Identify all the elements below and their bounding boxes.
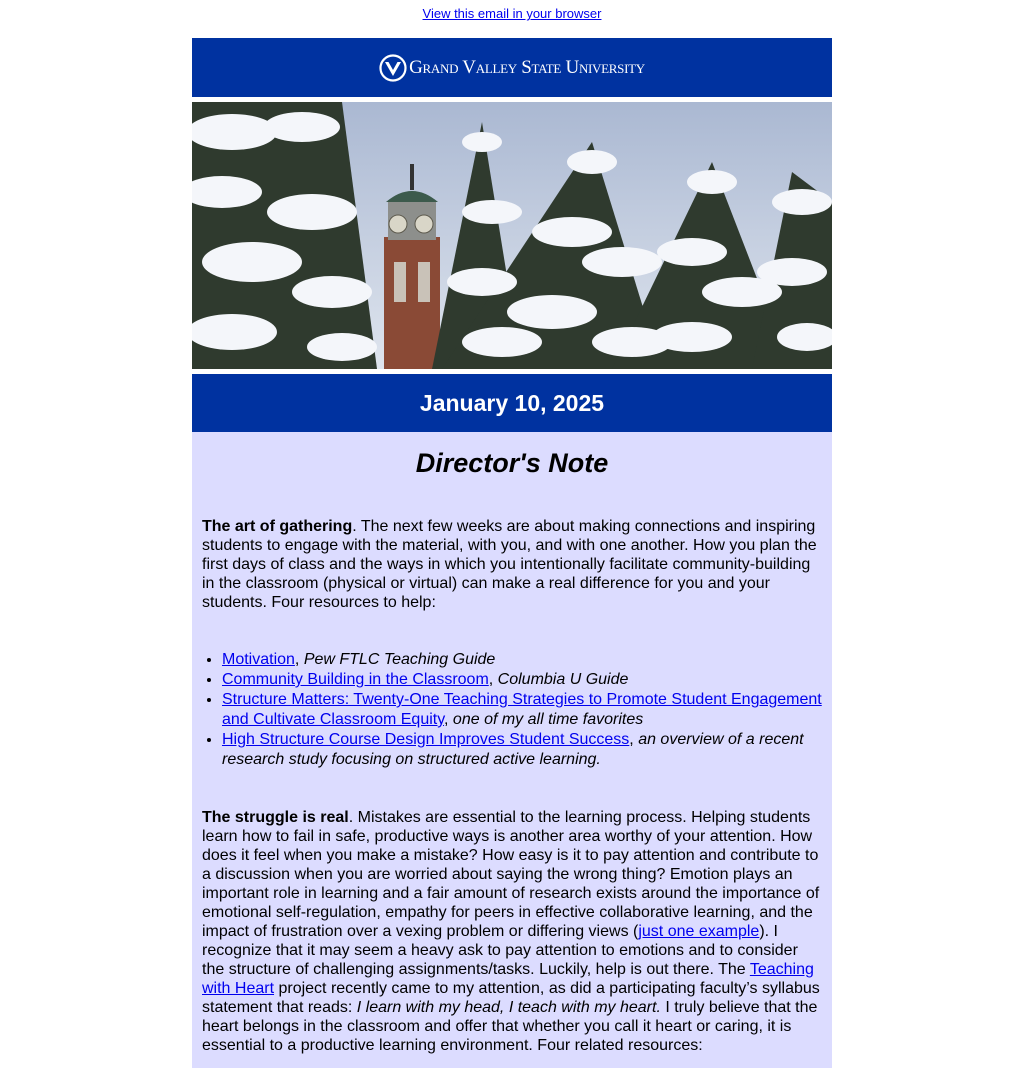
paragraph-lead: The art of gathering [202,518,353,535]
resource-note: Columbia U Guide [497,671,629,688]
separator: , [294,651,304,668]
syllabus-quote: I learn with my head, I teach with my heart. [356,999,661,1016]
logo-text: Grand Valley State University [409,56,645,78]
community-building-link[interactable]: Community Building in the Classroom [222,671,489,688]
date-banner: January 10, 2025 [192,374,832,432]
gvsu-logo-mark-icon [379,54,407,82]
structure-matters-link[interactable]: Structure Matters: Twenty-One Teaching Strategies to Promote Student Engagement and Cultivate Classroom Equity [222,691,822,728]
list-item [222,730,822,770]
paragraph-text: ). I recognize that it may seem a heavy ask to pay attention to emotions and to consider the structure of challenging assignments/tasks. Luckily, help is out there. The [202,923,798,978]
separator: , [444,711,453,728]
paragraph-lead: The struggle is real [202,809,349,826]
list-item [222,650,822,670]
browser-link-bar [0,0,1024,38]
paragraph-text: . The next few weeks are about making connections and inspiring students to engage with the material, with you, and with one another. How you plan the first days of class and the ways in which you intentionally facilitate community-building in the classroom (physical or virtual) can make a real difference for you and your students. Four resources to help: [202,518,817,611]
paragraph-struggle [202,808,822,1055]
paragraph-text: project recently came to my attention, as did a participating faculty’s syllabus statement that reads: [202,980,820,1016]
hero-image [192,102,832,369]
resource-list [202,650,822,770]
list-item [222,670,822,690]
high-structure-link[interactable]: High Structure Course Design Improves Student Success [222,731,630,748]
motivation-link[interactable]: Motivation [222,651,295,668]
content-area [192,432,832,1068]
paragraph-gathering [202,517,822,612]
teaching-with-heart-link[interactable]: Teaching with Heart [202,961,814,997]
separator: , [629,731,639,748]
separator: , [488,671,498,688]
just-one-example-link[interactable]: just one example [638,923,760,940]
view-in-browser-link[interactable]: View this email in your browser [422,6,602,21]
gvsu-logo[interactable] [379,54,645,82]
resource-note: Pew FTLC Teaching Guide [303,651,496,668]
paragraph-text: I truly believe that the heart belongs in the classroom and offer that whether you call it heart or caring, it is essential to a productive learning environment. Four related resources: [202,999,818,1054]
section-title: Director's Note [415,448,609,478]
email-container [192,38,832,1068]
resource-note: an overview of a recent research study focusing on structured active learning. [222,731,804,768]
paragraph-text: . Mistakes are essential to the learning process. Helping students learn how to fail in safe, productive ways is another area worthy of your attention. How does it feel when you make a mistake? How easy is it to pay attention and contribute to a discussion when you are worried about saying the wrong thing? Emotion plays an important role in learning and a fair amount of research exists around the importance of emotional self-regulation, empathy for peers in effective collaborative learning, and the impact of frustration over a vexing problem or differing views ( [202,809,820,940]
resource-note: one of my all time favorites [452,711,644,728]
header-banner [192,38,832,97]
list-item [222,690,822,730]
